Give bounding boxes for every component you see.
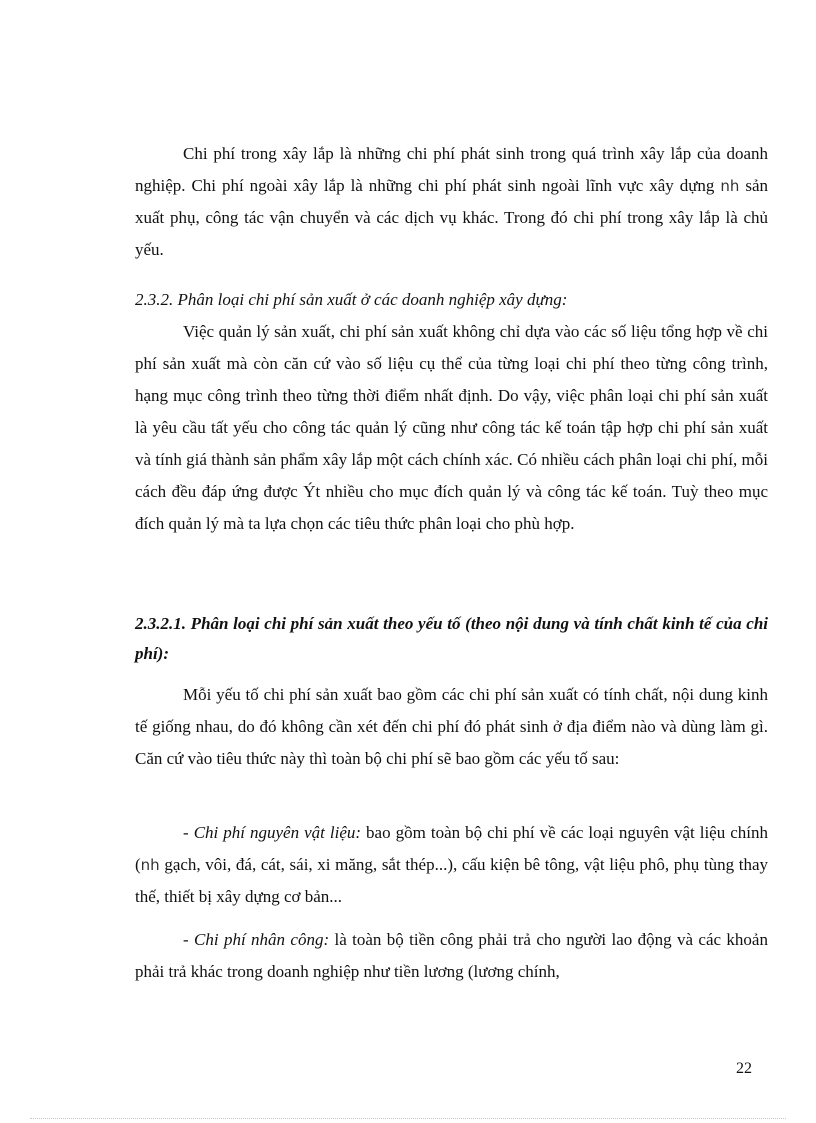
paragraph-text: Chi phí trong xây lắp là những chi phí phát sinh trong quá trình xây lắp của doanh nghiệp. Chi phí ngoài xây lắp là những chi phí phát sinh ngoài lĩnh vực xây dựng [135,144,768,195]
page-number: 22 [736,1060,752,1077]
list-dash: - [183,930,195,949]
section-2-3-2-1 [135,609,768,669]
symbol-glyph: nh [720,177,740,195]
paragraph-text: Mỗi yếu tố chi phí sản xuất bao gồm các chi phí sản xuất có tính chất, nội dung kinh tế giống nhau, do đó không cần xét đến chi phí đó phát sinh ở địa điểm nào và dùng làm gì. Căn cứ vào tiêu thức này thì toàn bộ chi phí sẽ bao gồm các yếu tố sau: [135,685,768,768]
paragraph-text: bao gồm toàn bộ chi phí về các loại nguyên vật liệu chính ( [135,823,768,874]
paragraph-text: là toàn bộ tiền công phải trả cho người lao động và các khoản phải trả khác trong doanh nghiệp như tiền lương (lương chính, [135,930,768,981]
paragraph-costs-overview [135,138,768,266]
list-item-labor [135,924,768,988]
list-item-materials [135,817,768,913]
paragraph-text: gạch, vôi, đá, cát, sái, xi măng, sắt thép...), cấu kiện bê tông, vật liệu phô, phụ tùng thay thế, thiết bị xây dựng cơ bản... [135,855,768,906]
section-2-3-2 [135,284,768,540]
list-dash: - [183,823,194,842]
term-materials: Chi phí nguyên vật liệu: [193,823,362,842]
subsection-heading: 2.3.2.1. Phân loại chi phí sản xuất theo yếu tố (theo nội dung và tính chất kinh tế của chi phí): [135,614,768,663]
paragraph-classification: Việc quản lý sản xuất, chi phí sản xuất không chỉ dựa vào các số liệu tổng hợp về chi phí sản xuất mà còn căn cứ vào số liệu cụ thể của từng loại chi phí theo từng công trình, hạng mục công trình theo từng thời điểm nhất định. Do vậy, việc phân loại chi phí sản xuất là yêu cầu tất yếu cho công tác quản lý cũng như công tác kế toán tập hợp chi phí sản xuất và tính giá thành sản phẩm xây lắp một cách chính xác. Có nhiều cách phân loại chi phí, mỗi cách đều đáp ứng được Ýt nhiều cho mục đích quản lý và công tác kế toán. Tuỳ theo mục đích quản lý mà ta lựa chọn các tiêu thức phân loại cho phù hợp. [135,322,768,533]
paragraph-text: sản xuất phụ, công tác vận chuyển và các dịch vụ khác. Trong đó chi phí trong xây lắp là chủ yếu. [135,176,769,259]
footer-divider [30,1118,786,1119]
term-labor: Chi phí nhân công: [194,930,330,949]
section-heading: 2.3.2. Phân loại chi phí sản xuất ở các doanh nghiệp xây dựng: [135,290,568,309]
paragraph-cost-elements [135,679,768,775]
symbol-glyph: nh [140,856,160,874]
